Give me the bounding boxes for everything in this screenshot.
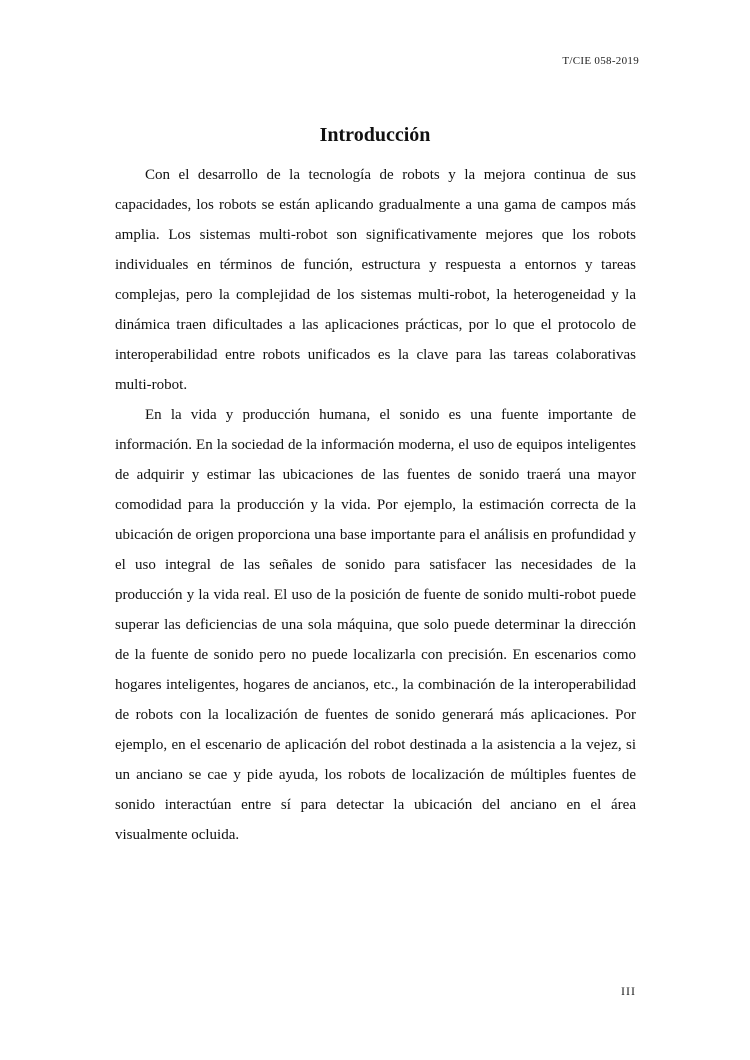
paragraph-2: En la vida y producción humana, el sonido es una fuente importante de información. En la sociedad de la información moderna, el uso de equipos inteligentes de adquirir y estimar las ubicaciones de las fuentes de sonido traerá una mayor comodidad para la producción y la vida. Por ejemplo, la estimación correcta de la ubicación de origen proporciona una base importante para el análisis en profundidad y el uso integral de las señales de sonido para satisfacer las necesidades de la producción y la vida real. El uso de la posición de fuente de sonido multi-robot puede superar las deficiencias de una sola máquina, que solo puede determinar la dirección de la fuente de sonido pero no puede localizarla con precisión. En escenarios como hogares inteligentes, hogares de ancianos, etc., la combinación de la interoperabilidad de robots con la localización de fuentes de sonido generará más aplicaciones. Por ejemplo, en el escenario de aplicación del robot destinada a la asistencia a la vejez, si un anciano se cae y pide ayuda, los robots de localización de múltiples fuentes de sonido interactúan entre sí para detectar la ubicación del anciano en el área visualmente ocluida. xyxy=(115,407,636,843)
page-number: III xyxy=(621,984,636,998)
page-title: Introducción xyxy=(319,124,431,146)
body-text xyxy=(115,160,636,850)
paragraph-1: Con el desarrollo de la tecnología de robots y la mejora continua de sus capacidades, los robots se están aplicando gradualmente a una gama de campos más amplia. Los sistemas multi-robot son significativamente mejores que los robots individuales en términos de función, estructura y respuesta a entornos y tareas complejas, pero la complejidad de los sistemas multi-robot, la heterogeneidad y la dinámica traen dificultades a las aplicaciones prácticas, por lo que el protocolo de interoperabilidad entre robots unificados es la clave para las tareas colaborativas multi-robot. xyxy=(115,167,636,393)
standard-code-header: T/CIE 058-2019 xyxy=(562,55,639,67)
